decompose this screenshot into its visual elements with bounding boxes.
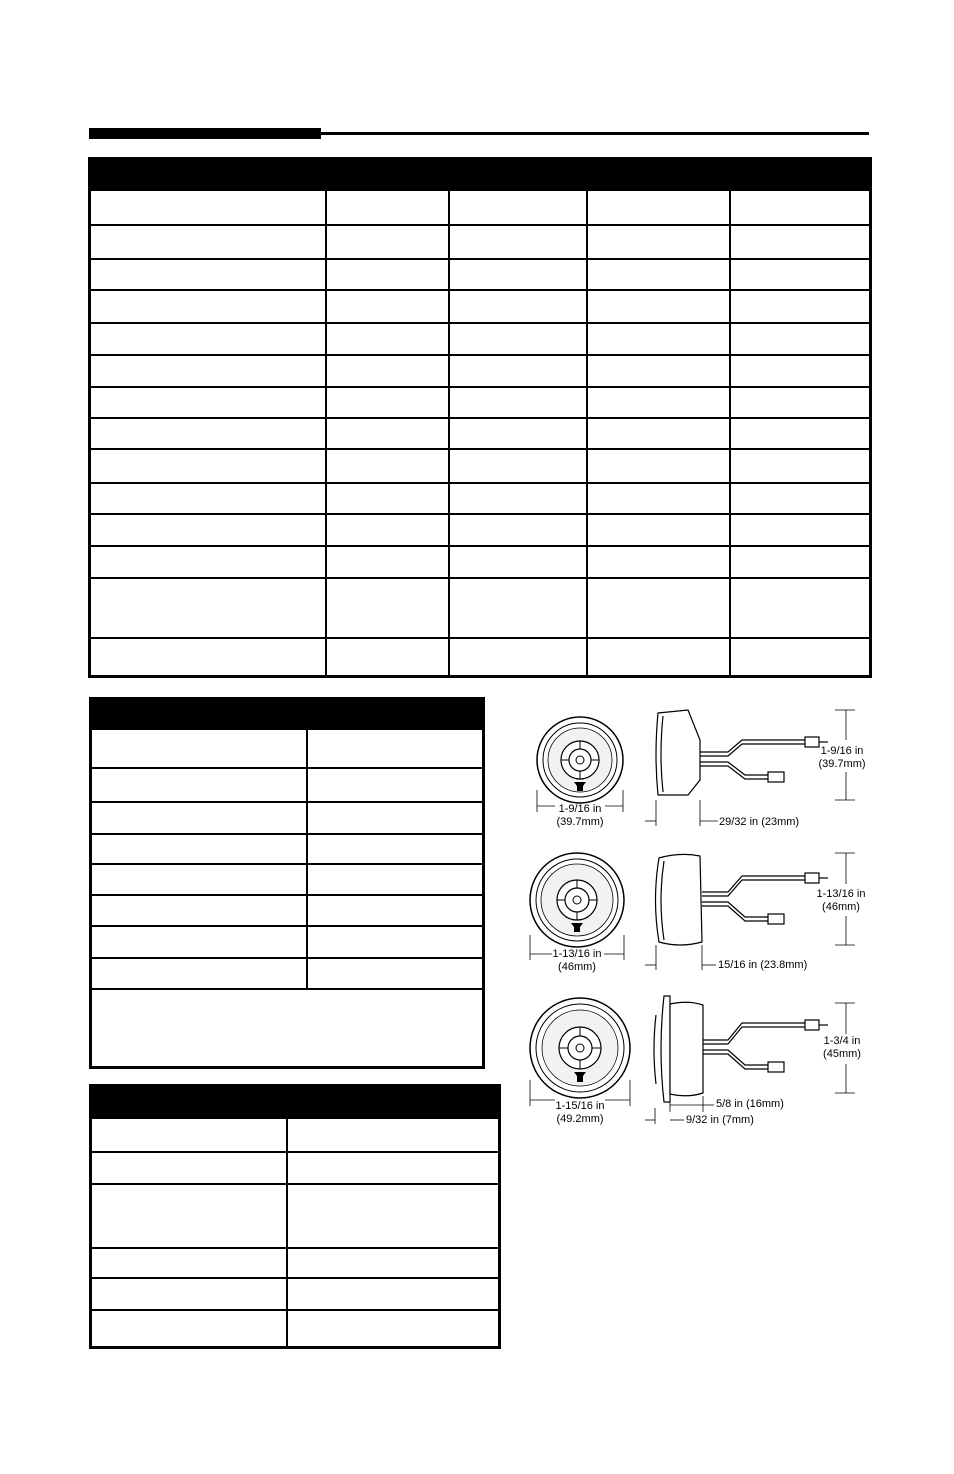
dimension-inch: 1-15/16 in — [555, 1100, 605, 1112]
dimension-mm: (46mm) — [558, 961, 596, 973]
lamp-large-side-icon — [654, 996, 828, 1102]
dimension-mm: (45mm) — [823, 1048, 861, 1060]
dimension-inch: 1-9/16 in — [558, 803, 602, 815]
lamp-small-depth-label: 29/32 in (23mm) — [719, 816, 800, 828]
dimension-mm: (49.2mm) — [556, 1113, 604, 1125]
lamp-large-side-height-label — [812, 1035, 872, 1061]
lamp-large-depth-label: 5/8 in (16mm) — [716, 1098, 784, 1110]
lamp-small-side-icon — [656, 710, 828, 795]
lamp-medium-side-height-label — [808, 888, 874, 914]
dimension-mm: (39.7mm) — [818, 758, 866, 770]
lamp-medium-front-icon — [530, 853, 624, 947]
lamp-medium-depth-label: 15/16 in (23.8mm) — [718, 959, 808, 971]
dimension-inch: 1-13/16 in — [552, 948, 602, 960]
lamp-large-flange-label: 9/32 in (7mm) — [686, 1114, 754, 1126]
lamp-large-front-width-label — [545, 1100, 615, 1126]
lamp-medium-front-width-label — [542, 948, 612, 974]
dimension-inch: 1-13/16 in — [816, 888, 866, 900]
dimension-inch: 1-9/16 in — [820, 745, 864, 757]
dimension-inch: 1-3/4 in — [823, 1035, 861, 1047]
lamp-medium-side-icon — [656, 854, 829, 945]
lamp-large-front-icon — [530, 998, 630, 1098]
dimension-mm: (39.7mm) — [556, 816, 604, 828]
dimension-mm: (46mm) — [822, 901, 860, 913]
lamp-small-front-icon — [537, 717, 623, 803]
lamp-small-front-width-label — [545, 803, 615, 829]
lamp-small-side-height-label — [812, 745, 872, 771]
